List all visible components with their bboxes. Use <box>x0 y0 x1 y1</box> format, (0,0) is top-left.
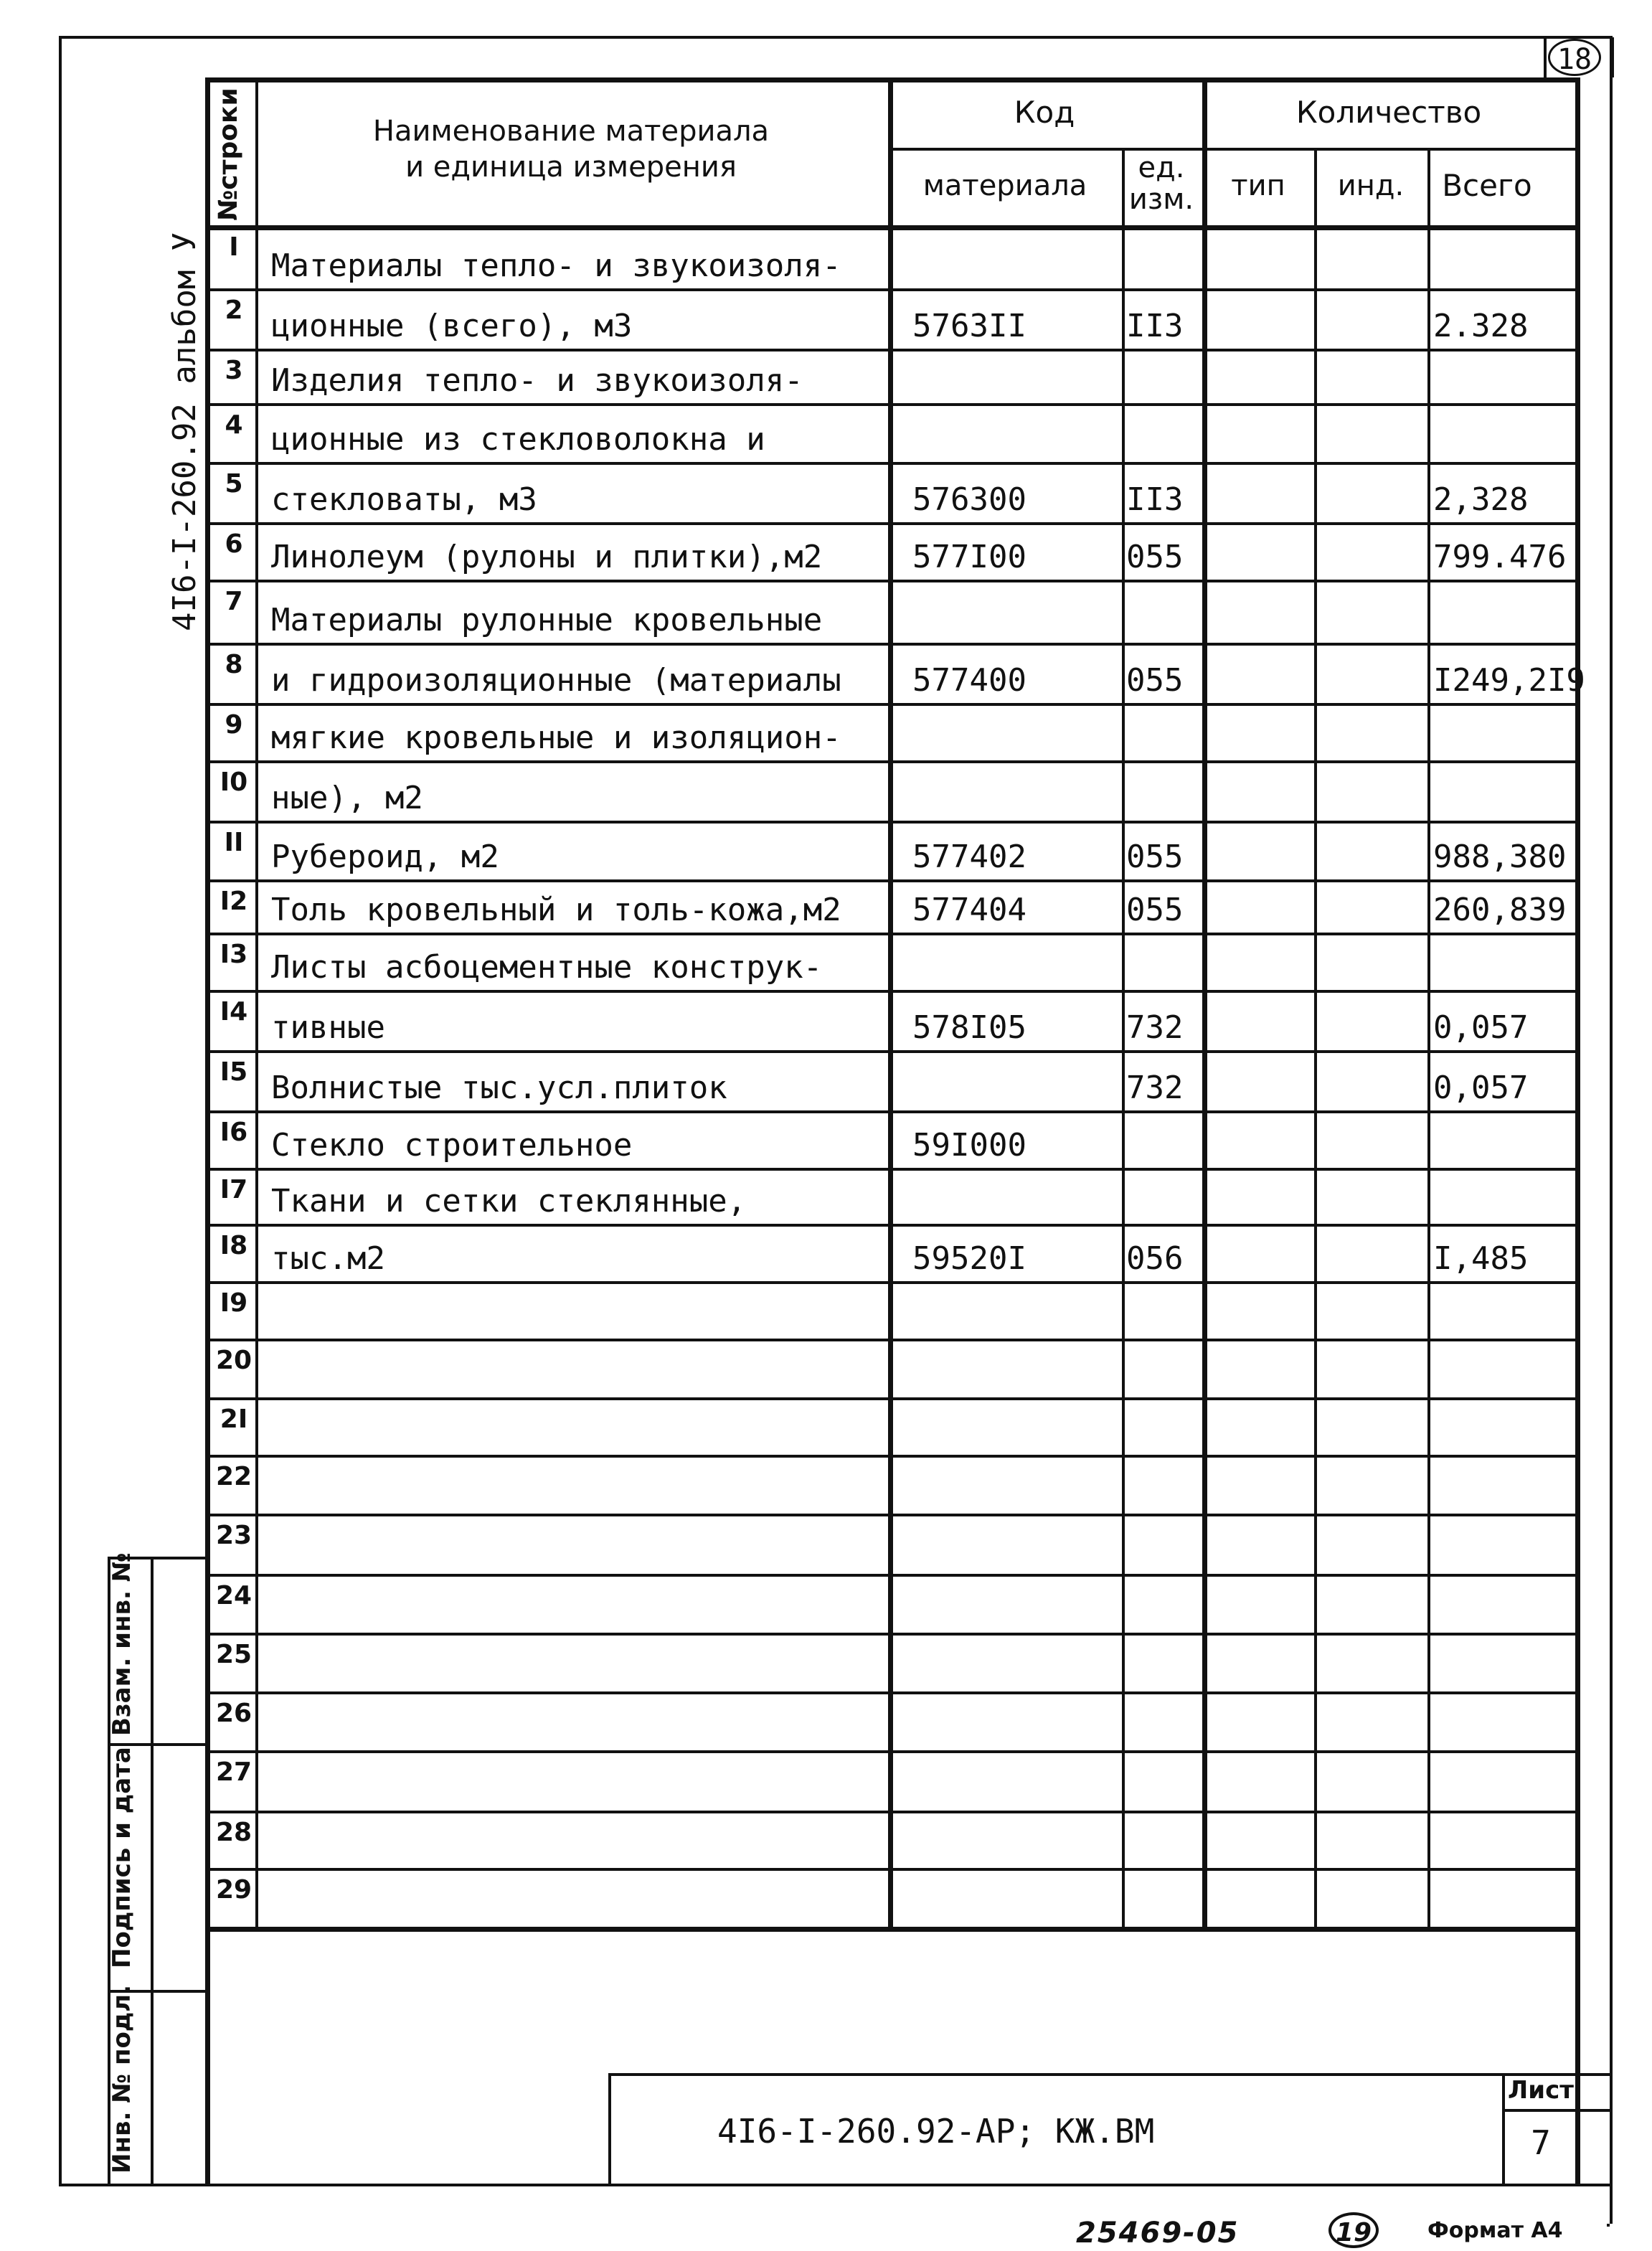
side-title: 4I6-I-260.92 альбом У <box>166 232 203 631</box>
material-code: 578I05 <box>912 1009 1026 1046</box>
col-line-unit <box>1202 77 1207 1927</box>
row-number: I8 <box>220 1231 248 1260</box>
header-qty-type: тип <box>1231 169 1285 202</box>
qty-total: 2.328 <box>1433 308 1529 344</box>
unit-code: 732 <box>1126 1009 1184 1046</box>
material-name: Стекло строительное <box>271 1127 633 1164</box>
unit-code: 055 <box>1126 539 1184 575</box>
frame-right-line <box>1610 36 1613 2224</box>
material-code: 59I000 <box>912 1127 1026 1164</box>
qty-total: 0,057 <box>1433 1070 1529 1106</box>
row-number: 24 <box>215 1581 252 1610</box>
row-divider-line <box>205 1927 1575 1932</box>
title-block-sheet-label: Лист <box>1508 2076 1574 2105</box>
row-number: 4 <box>225 410 243 440</box>
material-name: Толь кровельный и толь-кожа,м2 <box>271 892 841 928</box>
material-name: и гидроизоляционные (материалы <box>271 662 841 699</box>
unit-code: II3 <box>1126 481 1184 518</box>
material-name: ные), м2 <box>271 780 423 816</box>
material-name: Рубероид, м2 <box>271 839 499 875</box>
row-number: 8 <box>225 650 243 679</box>
material-name: ционные из стекловолокна и <box>271 421 765 458</box>
material-code: 577402 <box>912 839 1026 875</box>
stamp-divider-1 <box>108 1743 205 1746</box>
header-code-unit-line-1: ед. <box>1138 151 1185 184</box>
row-number: 2 <box>225 296 243 325</box>
sheet-marker: 18 <box>1548 39 1601 76</box>
row-number: 20 <box>215 1346 252 1375</box>
row-number: 6 <box>225 529 243 559</box>
header-code-unit-line-2: изм. <box>1128 183 1194 216</box>
material-name: Ткани и сетки стеклянные, <box>271 1183 747 1219</box>
header-code-group: Код <box>1014 95 1075 130</box>
qty-total: I249,2I9 <box>1433 662 1585 699</box>
frame-corner-mark <box>1607 2224 1610 2227</box>
row-number: I <box>229 232 239 262</box>
header-name <box>255 113 887 185</box>
row-number: 27 <box>215 1757 252 1787</box>
header-qty-ind: инд. <box>1337 169 1405 202</box>
stamp-replaced-inv: Взам. инв. № <box>108 1552 136 1736</box>
header-qty-total: Всего <box>1442 168 1532 203</box>
row-number: II <box>224 828 244 857</box>
col-line-right <box>1575 77 1580 2184</box>
col-line-type <box>1314 148 1317 1927</box>
unit-code: II3 <box>1126 308 1184 344</box>
row-number: I2 <box>220 887 248 916</box>
row-number: 9 <box>225 710 243 740</box>
col-line-name <box>888 77 893 1927</box>
header-sub-line <box>888 148 1575 151</box>
stamp-signature-date: Подпись и дата <box>108 1747 136 1968</box>
row-number: 5 <box>225 469 243 499</box>
material-name: Листы асбоцементные конструк- <box>271 949 823 986</box>
row-number: 2I <box>220 1405 248 1434</box>
row-number: I9 <box>220 1288 248 1318</box>
material-name: Изделия тепло- и звукоизоля- <box>271 362 803 399</box>
title-block-sheet-number: 7 <box>1531 2123 1551 2162</box>
material-name: тыс.м2 <box>271 1240 385 1277</box>
unit-code: 055 <box>1126 662 1184 699</box>
title-block-top <box>608 2073 1610 2076</box>
frame-bottom-line <box>59 2184 1610 2186</box>
qty-total: I,485 <box>1433 1240 1529 1277</box>
header-code-material: материала <box>922 169 1087 202</box>
material-name: тивные <box>271 1009 385 1046</box>
frame-left-line <box>59 36 62 2184</box>
footer-circled-number: 19 <box>1328 2212 1379 2248</box>
header-row-no: №строки <box>214 88 243 221</box>
unit-code: 056 <box>1126 1240 1184 1277</box>
header-name-line-1: Наименование материала <box>372 115 770 148</box>
qty-total: 2,328 <box>1433 481 1529 518</box>
row-number: 7 <box>225 587 243 616</box>
footer-format-label: Формат А4 <box>1427 2218 1563 2243</box>
row-number: 25 <box>215 1640 252 1669</box>
header-qty-group: Количество <box>1295 95 1482 130</box>
qty-total: 799.476 <box>1433 539 1567 575</box>
row-number: 26 <box>215 1699 252 1728</box>
material-name: Волнистые тыс.усл.плиток <box>271 1070 727 1106</box>
material-code: 577404 <box>912 892 1026 928</box>
qty-total: 0,057 <box>1433 1009 1529 1046</box>
row-number: I5 <box>220 1057 248 1087</box>
col-line-ind <box>1427 148 1430 1927</box>
row-number: 28 <box>215 1818 252 1847</box>
material-code: 5763II <box>912 308 1026 344</box>
stamp-outer-line <box>151 1557 154 2184</box>
title-block-sheet-divider <box>1502 2109 1610 2112</box>
row-number: I4 <box>220 997 248 1027</box>
material-name: Материалы тепло- и звукоизоля- <box>271 247 841 284</box>
row-number: I3 <box>220 940 248 969</box>
frame-top-line <box>59 36 1610 39</box>
material-code: 59520I <box>912 1240 1026 1277</box>
material-code: 576300 <box>912 481 1026 518</box>
material-name: ционные (всего), м3 <box>271 308 633 344</box>
title-block-left <box>608 2073 611 2184</box>
unit-code: 055 <box>1126 839 1184 875</box>
row-number: 29 <box>215 1875 252 1905</box>
material-name: Материалы рулонные кровельные <box>271 602 823 638</box>
material-code: 577I00 <box>912 539 1026 575</box>
title-block-designation: 4I6-I-260.92-АР; КЖ.ВМ <box>717 2112 1155 2151</box>
unit-code: 055 <box>1126 892 1184 928</box>
row-number: I7 <box>220 1175 248 1204</box>
footer-handwritten-number: 25469-05 <box>1076 2217 1240 2250</box>
material-name: Линолеум (рулоны и плитки),м2 <box>271 539 823 575</box>
qty-total: 988,380 <box>1433 839 1567 875</box>
header-code-unit <box>1122 152 1201 215</box>
row-number: I6 <box>220 1118 248 1147</box>
stamp-inv-no-orig: Инв. № подл. <box>108 1984 136 2174</box>
row-number: 22 <box>215 1462 252 1491</box>
header-name-line-2: и единица измерения <box>405 151 737 184</box>
row-number: 23 <box>215 1521 252 1550</box>
material-name: стекловаты, м3 <box>271 481 537 518</box>
unit-code: 732 <box>1126 1070 1184 1106</box>
material-name: мягкие кровельные и изоляцион- <box>271 719 841 756</box>
row-number: I0 <box>220 768 248 797</box>
qty-total: 260,839 <box>1433 892 1567 928</box>
material-code: 577400 <box>912 662 1026 699</box>
row-number: 3 <box>225 356 243 385</box>
